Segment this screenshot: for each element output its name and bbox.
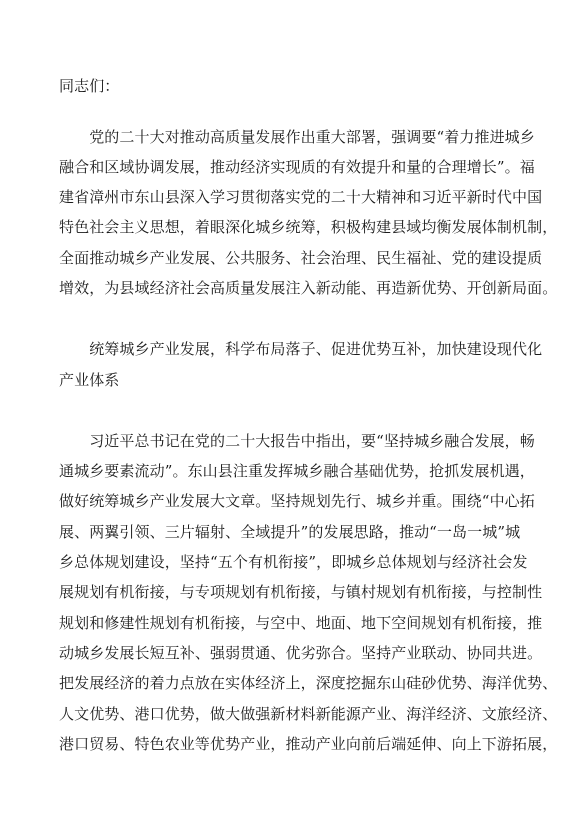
paragraph-line: 把发展经济的着力点放在实体经济上，深度挖掘东山硅砂优势、海洋优势、	[59, 674, 558, 692]
paragraph-line: 规划和修建性规划有机衔接，与空中、地面、地下空间规划有机衔接，推	[59, 614, 543, 632]
section-heading-line: 统筹城乡产业发展，科学布局落子、促进优势互补，加快建设现代化	[59, 340, 543, 358]
paragraph-line: 党的二十大对推动高质量发展作出重大部署，强调要“着力推进城乡	[59, 128, 535, 146]
paragraph-line: 动城乡发展长短互补、强弱贯通、优劣弥合。坚持产业联动、协同共进。	[59, 644, 543, 662]
paragraph-line: 习近平总书记在党的二十大报告中指出，要“坚持城乡融合发展，畅	[59, 432, 535, 450]
paragraph-line: 人文优势、港口优势，做大做强新材料新能源产业、海洋经济、文旅经济、	[59, 705, 558, 723]
paragraph-line: 通城乡要素流动”。东山县注重发挥城乡融合基础优势，抢抓发展机遇，	[59, 462, 535, 480]
paragraph-line: 全面推动城乡产业发展、公共服务、社会治理、民生福祉、党的建设提质	[59, 249, 543, 267]
paragraph-line: 展规划有机衔接，与专项规划有机衔接，与镇村规划有机衔接，与控制性	[59, 583, 543, 601]
paragraph-line: 特色社会主义思想，着眼深化城乡统筹，积极构建县域均衡发展体制机制，	[59, 218, 558, 236]
paragraph-line: 融合和区域协调发展，推动经济实现质的有效提升和量的合理增长”。福	[59, 158, 535, 176]
paragraph-line: 港口贸易、特色农业等优势产业，推动产业向前后端延伸、向上下游拓展，	[59, 735, 558, 753]
paragraph-line: 做好统筹城乡产业发展大文章。坚持规划先行、城乡并重。围绕“中心拓	[59, 492, 535, 510]
paragraph-line: 增效，为县域经济社会高质量发展注入新动能、再造新优势、开创新局面。	[59, 279, 558, 297]
section-heading-line: 产业体系	[59, 371, 120, 389]
paragraph-line: 建省漳州市东山县深入学习贯彻落实党的二十大精神和习近平新时代中国	[59, 188, 543, 206]
paragraph-line: 展、两翼引领、三片辐射、全域提升”的发展思路，推动“一岛一城”城	[59, 523, 521, 541]
paragraph-line: 乡总体规划建设，坚持“五个有机衔接”，即城乡总体规划与经济社会发	[59, 553, 528, 571]
salutation: 同志们：	[59, 77, 120, 95]
